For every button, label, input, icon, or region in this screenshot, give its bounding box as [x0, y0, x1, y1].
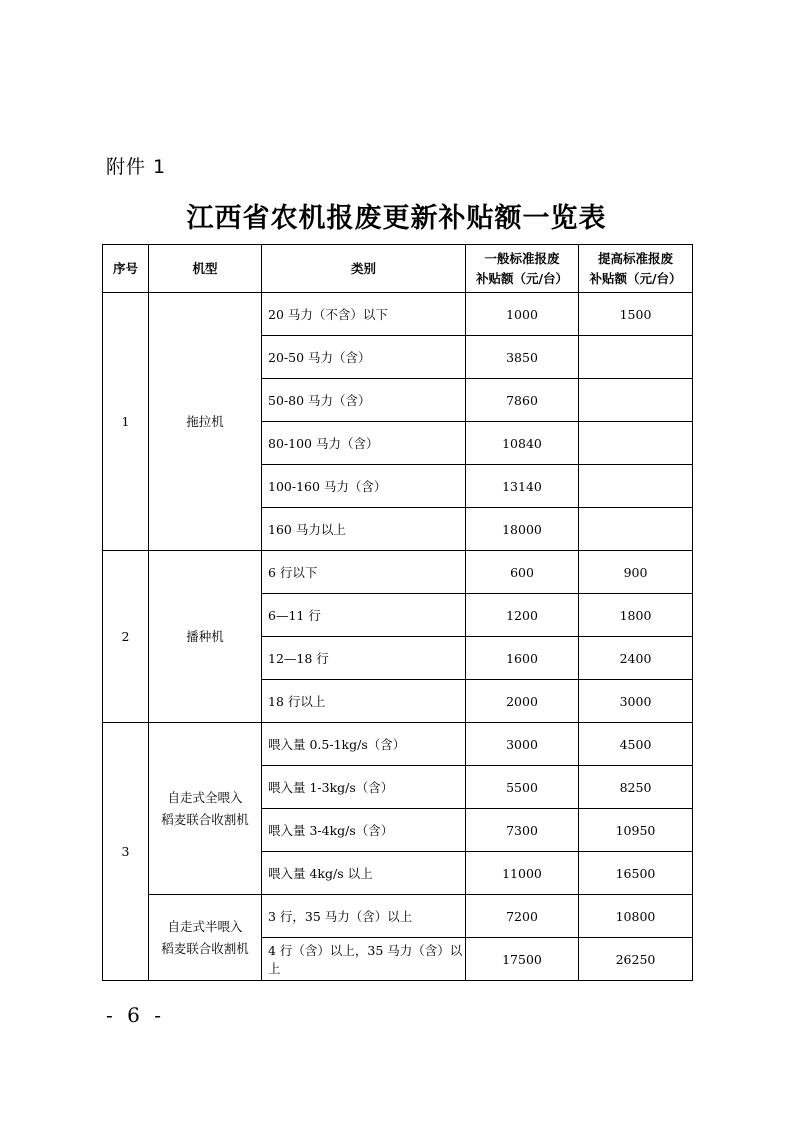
table-row [103, 293, 693, 336]
model-name-line: 拖拉机 [186, 413, 224, 429]
cell-raised [579, 422, 693, 465]
model-name-line: 自走式全喂入 [167, 789, 243, 805]
cell-category: 20 马力（不含）以下 [262, 293, 466, 336]
cell-raised: 2400 [579, 637, 693, 680]
header-standard [466, 245, 579, 293]
header-category: 类别 [262, 245, 466, 293]
cell-standard: 7200 [466, 895, 579, 938]
cell-category: 12—18 行 [262, 637, 466, 680]
cell-category: 喂入量 3-4kg/s（含） [262, 809, 466, 852]
cell-category: 3 行，35 马力（含）以上 [262, 895, 466, 938]
subsidy-table [102, 244, 693, 981]
cell-standard: 17500 [466, 938, 579, 981]
cell-category: 6 行以下 [262, 551, 466, 594]
header-no: 序号 [103, 245, 149, 293]
cell-raised: 1800 [579, 594, 693, 637]
cell-raised: 4500 [579, 723, 693, 766]
model-name-line: 自走式半喂入 [167, 918, 243, 934]
cell-standard: 600 [466, 551, 579, 594]
page-number: - 6 - [106, 1003, 165, 1027]
model-name-line: 稻麦联合收割机 [161, 940, 249, 956]
cell-model [149, 895, 262, 981]
cell-raised: 26250 [579, 938, 693, 981]
cell-standard: 3850 [466, 336, 579, 379]
cell-category: 100-160 马力（含） [262, 465, 466, 508]
cell-category: 喂入量 0.5-1kg/s（含） [262, 723, 466, 766]
header-raised-line1: 提高标准报废 [597, 250, 673, 266]
cell-standard: 1200 [466, 594, 579, 637]
header-model: 机型 [149, 245, 262, 293]
cell-no: 2 [103, 551, 149, 723]
cell-raised: 10800 [579, 895, 693, 938]
cell-category: 6—11 行 [262, 594, 466, 637]
cell-model [149, 293, 262, 551]
cell-no: 1 [103, 293, 149, 551]
cell-raised: 3000 [579, 680, 693, 723]
cell-category: 80-100 马力（含） [262, 422, 466, 465]
model-name-line: 稻麦联合收割机 [161, 811, 249, 827]
cell-standard: 1000 [466, 293, 579, 336]
cell-standard: 2000 [466, 680, 579, 723]
cell-standard: 18000 [466, 508, 579, 551]
table-body [103, 293, 693, 981]
header-raised-line2: 补贴额（元/台） [589, 270, 682, 286]
cell-standard: 3000 [466, 723, 579, 766]
cell-standard: 7860 [466, 379, 579, 422]
cell-standard: 13140 [466, 465, 579, 508]
model-name-line: 播种机 [186, 628, 224, 644]
cell-raised: 1500 [579, 293, 693, 336]
cell-raised [579, 379, 693, 422]
cell-raised: 900 [579, 551, 693, 594]
cell-model [149, 551, 262, 723]
cell-standard: 11000 [466, 852, 579, 895]
page-title: 江西省农机报废更新补贴额一览表 [186, 203, 607, 234]
cell-standard: 5500 [466, 766, 579, 809]
cell-no: 3 [103, 723, 149, 981]
cell-category: 4 行（含）以上，35 马力（含）以上 [262, 938, 466, 981]
table-row [103, 895, 693, 938]
cell-model [149, 723, 262, 895]
table-row [103, 723, 693, 766]
attachment-label: 附件 1 [106, 156, 167, 178]
cell-standard: 7300 [466, 809, 579, 852]
cell-category: 160 马力以上 [262, 508, 466, 551]
header-row [103, 245, 693, 293]
cell-raised [579, 336, 693, 379]
cell-category: 喂入量 1-3kg/s（含） [262, 766, 466, 809]
cell-standard: 1600 [466, 637, 579, 680]
cell-category: 20-50 马力（含） [262, 336, 466, 379]
table-row [103, 551, 693, 594]
header-raised [579, 245, 693, 293]
cell-standard: 10840 [466, 422, 579, 465]
cell-raised: 10950 [579, 809, 693, 852]
header-standard-line2: 补贴额（元/台） [475, 270, 569, 286]
cell-category: 喂入量 4kg/s 以上 [262, 852, 466, 895]
cell-category: 18 行以上 [262, 680, 466, 723]
cell-raised: 8250 [579, 766, 693, 809]
cell-raised [579, 465, 693, 508]
cell-raised [579, 508, 693, 551]
header-standard-line1: 一般标准报废 [484, 250, 560, 266]
cell-category: 50-80 马力（含） [262, 379, 466, 422]
cell-raised: 16500 [579, 852, 693, 895]
